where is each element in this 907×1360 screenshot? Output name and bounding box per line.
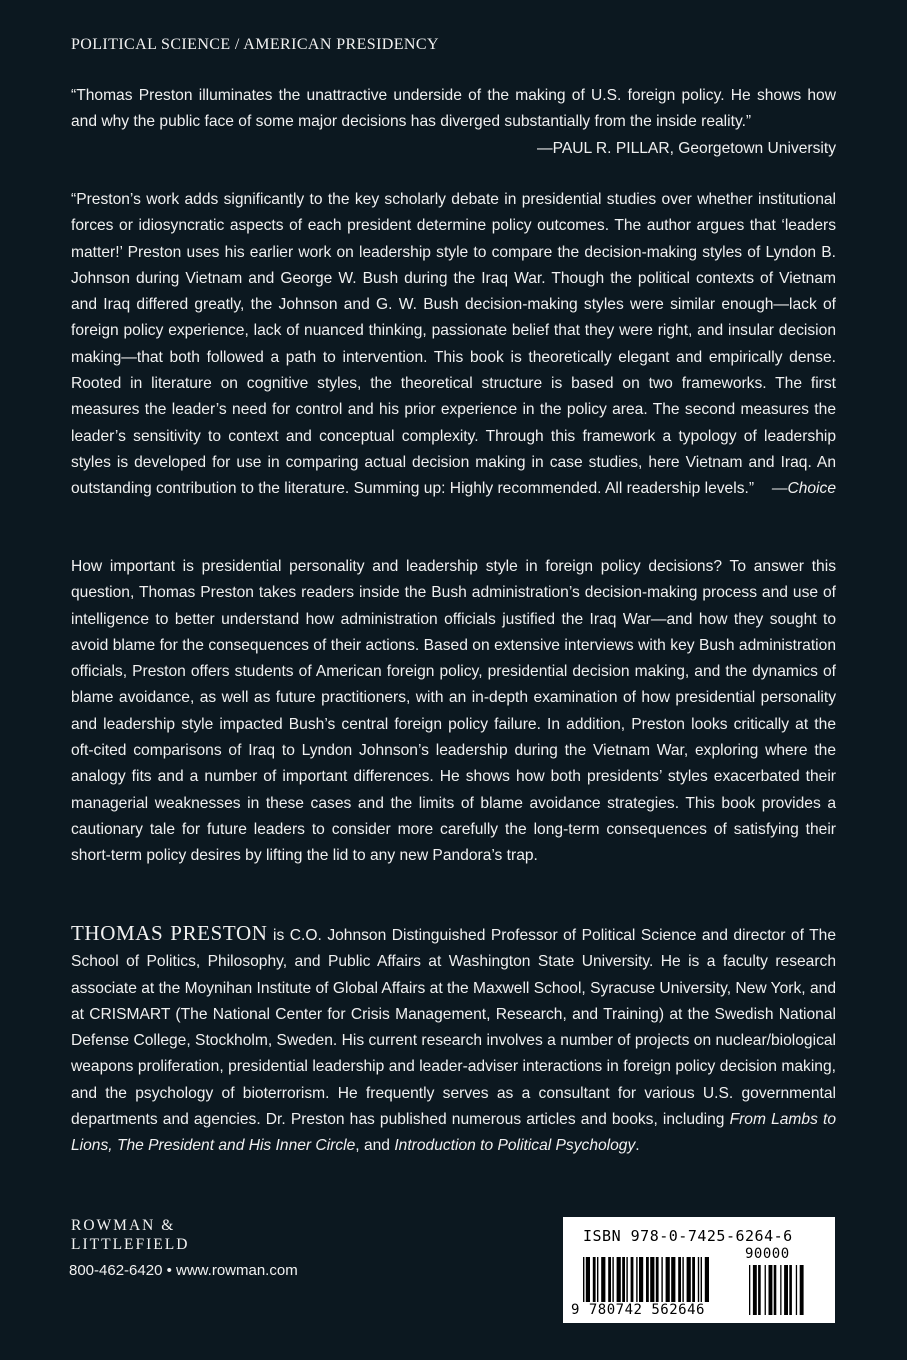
addon-bar bbox=[784, 1265, 788, 1315]
category-label: POLITICAL SCIENCE / AMERICAN PRESIDENCY bbox=[71, 36, 439, 53]
barcode-bar bbox=[666, 1257, 670, 1302]
addon-bar bbox=[796, 1265, 797, 1315]
barcode-bar bbox=[631, 1257, 634, 1302]
review-quote-2 bbox=[71, 187, 836, 503]
review-quote-1 bbox=[71, 83, 836, 162]
publisher-logo bbox=[71, 1216, 189, 1254]
barcode-bar bbox=[626, 1257, 627, 1302]
author-name: THOMAS PRESTON bbox=[71, 921, 268, 945]
addon-bar bbox=[774, 1265, 777, 1315]
author-bio-joiner: , and bbox=[355, 1137, 395, 1155]
barcode-bar bbox=[597, 1257, 598, 1302]
author-book-titles-1: From Lambs to Lions, The President and His Inner Circle bbox=[71, 1111, 837, 1155]
barcode-bar bbox=[698, 1257, 699, 1302]
author-bio-end: . bbox=[635, 1137, 640, 1155]
addon-bar bbox=[765, 1265, 766, 1315]
author-bio bbox=[71, 920, 836, 1160]
author-book-title-2: Introduction to Political Psychology bbox=[394, 1137, 636, 1155]
barcode-bar bbox=[622, 1257, 625, 1302]
addon-bar bbox=[780, 1265, 781, 1315]
barcode-bar bbox=[586, 1257, 590, 1302]
review-quote-2-attribution: —Choice bbox=[771, 480, 836, 498]
barcode-bar bbox=[593, 1257, 596, 1302]
addon-bar bbox=[769, 1265, 773, 1315]
barcode-bar bbox=[678, 1257, 681, 1302]
review-quote-2-text: “Preston’s work adds significantly to the key scholarly debate in presidential studies over whether institutional forces or idiosyncratic aspects of each president determine policy outcomes. The author argues that ‘leaders matter!’ Preston uses his earlier work on leadership style to compare the decision-making styles of Lyndon B. Johnson during Vietnam and George W. Bush during the Iraq War. Though the political contexts of Vietnam and Iraq differed greatly, the Johnson and G. W. Bush decision-making styles were similar enough—lack of foreign policy experience, lack of nuanced thinking, passionate belief that they were right, and insular decision making—that both followed a path to intervention. This book is theoretically elegant and empirically dense. Rooted in literature on cognitive styles, the theoretical structure is based on two frameworks. The first measures the leader’s need for control and his prior experience in the policy area. The second measures the leader’s sensitivity to context and conceptual complexity. Through this framework a typology of leadership styles is developed for use in comparing actual decision making in case studies, here Vietnam and Iraq. An outstanding contribution to the literature. Summing up: Highly recommended. All readership levels.” bbox=[71, 191, 836, 498]
barcode-bar bbox=[682, 1257, 683, 1302]
publisher-contact: 800-462-6420 • www.rowman.com bbox=[69, 1262, 298, 1279]
publisher-name-line-1: ROWMAN & bbox=[71, 1217, 176, 1234]
publisher-name-line-2: LITTLEFIELD bbox=[71, 1236, 190, 1253]
barcode-bar bbox=[692, 1257, 695, 1302]
addon-bar bbox=[758, 1265, 761, 1315]
barcode-bar bbox=[671, 1257, 675, 1302]
isbn-label: ISBN 978-0-7425-6264-6 bbox=[583, 1227, 793, 1245]
barcode-bar bbox=[608, 1257, 611, 1302]
ean-digits: 9 780742 562646 bbox=[571, 1302, 705, 1318]
barcode-bar bbox=[656, 1257, 659, 1302]
barcode-bar bbox=[636, 1257, 637, 1302]
book-description: How important is presidential personality and leadership style in foreign policy decisions? To answer this question, Thomas Preston takes readers inside the Bush administration’s decision-making process and use of intelligence to better understand how administration officials justified the Iraq War—and how they sought to avoid blame for the consequences of their actions. Based on extensive interviews with key Bush administration officials, Preston offers students of American foreign policy, presidential decision making, and the dynamics of blame avoidance, as well as future practitioners, with an in-depth examination of how presidential personality and leadership style impacted Bush’s central foreign policy failure. In addition, Preston looks critically at the oft-cited comparisons of Iraq to Lyndon Johnson’s leadership during the Vietnam War, exploring where the analogy fits and a number of important differences. He shows how both presidents’ styles exacerbated their managerial weaknesses in these cases and the limits of blame avoidance strategies. This book provides a cautionary tale for future leaders to consider more carefully the long-term consequences of satisfying their short-term policy desires by lifting the lid to any new Pandora’s trap. bbox=[71, 558, 836, 865]
addon-bar bbox=[753, 1265, 757, 1315]
barcode-bar bbox=[583, 1257, 584, 1302]
isbn-barcode bbox=[563, 1217, 835, 1323]
barcode-bar bbox=[639, 1257, 643, 1302]
price-code: 90000 bbox=[745, 1246, 790, 1262]
barcode-bar bbox=[617, 1257, 621, 1302]
barcode-bar bbox=[687, 1257, 691, 1302]
author-bio-text: is C.O. Johnson Distinguished Professor of Political Science and director of The School of Politics, Philosophy, and Public Affairs at Washington State University. He is a faculty research associate at the Moynihan Institute of Global Affairs at the Maxwell School, Syracuse University, New York, and at CRISMART (The National Center for Crisis Management, Research, and Training) at the Swedish National Defense College, Stockholm, Sweden. His current research involves a number of projects on nuclear/biological weapons proliferation, presidential leadership and leader-adviser interactions in foreign policy decision making, and the psychology of bioterrorism. He frequently serves as a consultant for various U.S. governmental departments and agencies. Dr. Preston has published numerous articles and books, including bbox=[71, 927, 836, 1129]
barcode-bar bbox=[612, 1257, 613, 1302]
addon-bar bbox=[749, 1265, 750, 1315]
addon-bar bbox=[789, 1265, 792, 1315]
barcode-bar bbox=[650, 1257, 654, 1302]
barcode-bar bbox=[646, 1257, 649, 1302]
barcode-bar bbox=[705, 1257, 709, 1302]
review-quote-1-attribution: —PAUL R. PILLAR, Georgetown University bbox=[537, 139, 836, 157]
barcode-bar bbox=[701, 1257, 702, 1302]
review-quote-1-text: “Thomas Preston illuminates the unattractive underside of the making of U.S. foreign policy. He shows how and why the public face of some major decisions has diverged substantially from the inside reality.” bbox=[71, 87, 836, 131]
barcode-bar bbox=[601, 1257, 605, 1302]
addon-bar bbox=[800, 1265, 804, 1315]
barcode-bar bbox=[661, 1257, 662, 1302]
